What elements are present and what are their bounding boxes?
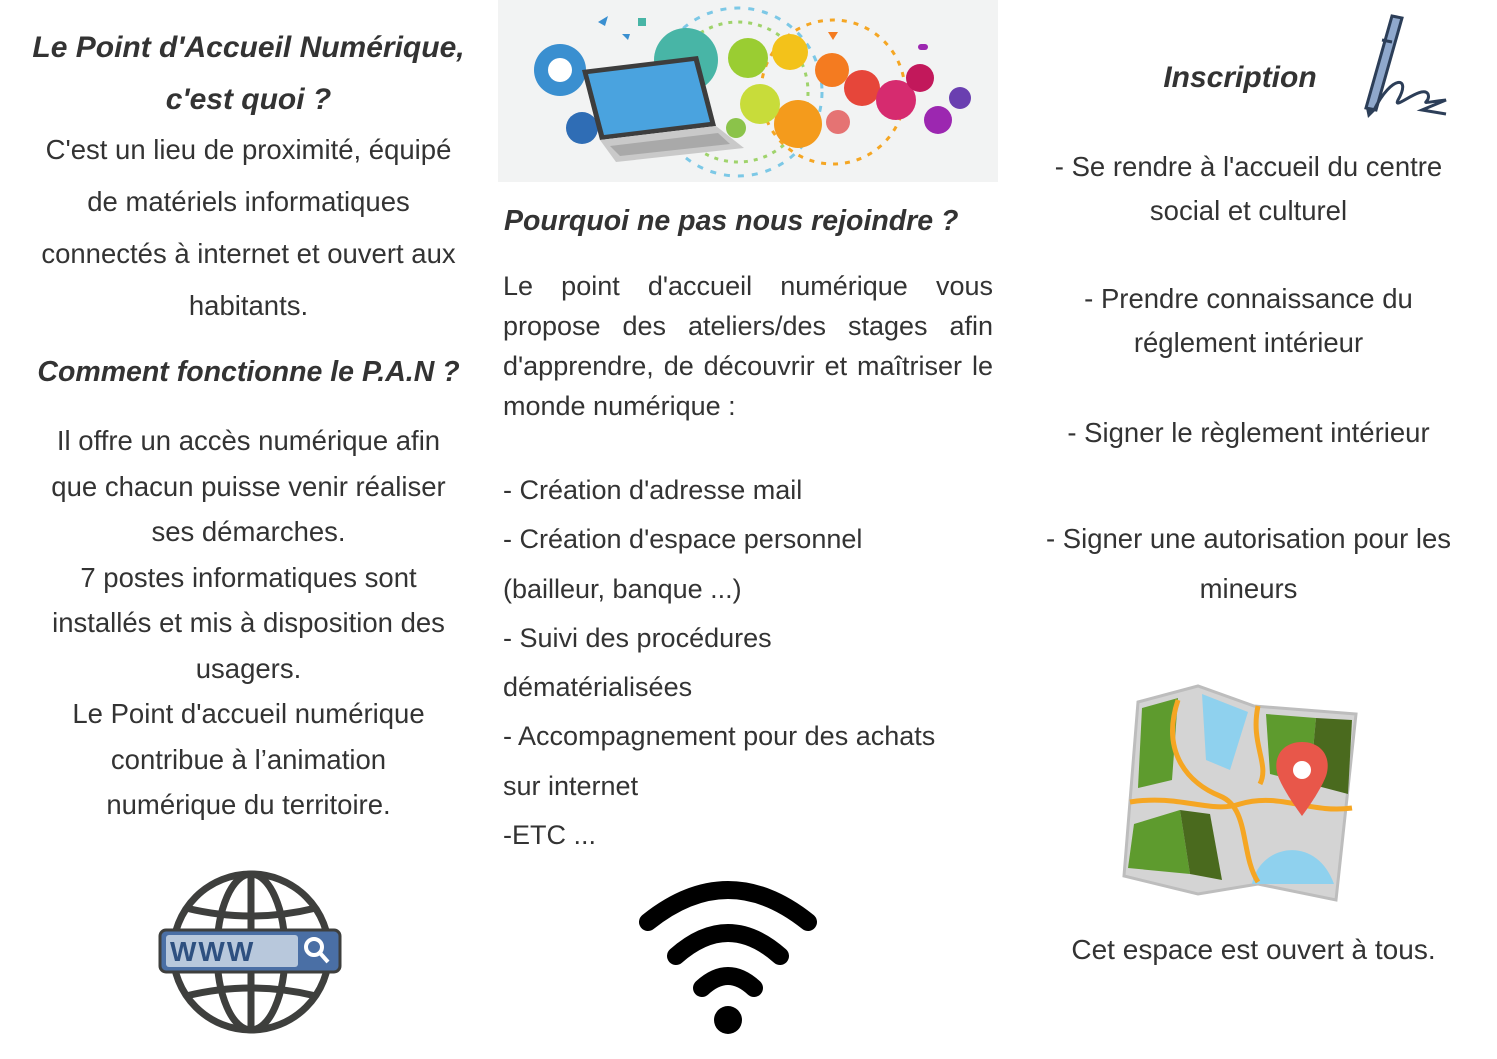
body-line: ses démarches.: [151, 516, 346, 547]
body-line: Il offre un accès numérique afin: [56, 425, 441, 456]
step-line: réglement intérieur: [1133, 327, 1364, 358]
pan-title: [0, 22, 497, 126]
list-item: - Création d'espace personnel: [503, 524, 863, 555]
intro-line: habitants.: [188, 290, 309, 321]
hero-illustration: [498, 0, 998, 182]
list-item: - Suivi des procédures: [503, 622, 772, 653]
body-line: Le Point d'accueil numérique: [72, 698, 425, 729]
body-line: installés et mis à disposition des: [52, 607, 445, 638]
pen-signature-icon: [1352, 14, 1452, 120]
body-line: que chacun puisse venir réaliser: [51, 470, 446, 502]
why-join-intro: Le point d'accueil numérique vous propose des ateliers/des stages afin d'apprendre, de découvrir et maîtriser le monde numérique :: [503, 271, 993, 421]
registration-heading: Inscription: [1163, 61, 1317, 94]
step-line: - Prendre connaissance du: [1084, 283, 1413, 314]
globe-www-search-icon: [156, 866, 344, 1038]
open-to-all-text: Cet espace est ouvert à tous.: [1071, 934, 1436, 965]
body-line: contribue à l’animation: [110, 743, 387, 775]
intro-line: connectés à internet et ouvert aux: [41, 238, 456, 269]
body-line: usagers.: [195, 652, 302, 684]
step-line: mineurs: [1199, 573, 1298, 604]
body-line: 7 postes informatiques sont: [80, 561, 417, 593]
list-item: (bailleur, banque ...): [503, 573, 742, 604]
map-pin-icon: [1120, 684, 1362, 906]
registration-step: [1000, 145, 1497, 233]
pan-intro: [0, 124, 497, 332]
list-item: dématérialisées: [503, 672, 693, 703]
registration-step: [1000, 277, 1497, 365]
registration-step: [1000, 514, 1497, 614]
body-line: numérique du territoire.: [106, 789, 391, 820]
list-item: - Création d'adresse mail: [503, 475, 803, 505]
list-item: sur internet: [503, 770, 639, 801]
list-item: - Accompagnement pour des achats: [503, 721, 936, 752]
laptop-digital-icons-illustration: [498, 0, 998, 182]
wifi-icon: [636, 880, 820, 1036]
how-it-works-heading: Comment fonctionne le P.A.N ?: [37, 356, 460, 388]
step-line: social et culturel: [1149, 195, 1348, 226]
list-item: -ETC ...: [503, 820, 596, 851]
www-label: WWW: [170, 936, 256, 967]
step-line: - Se rendre à l'accueil du centre: [1054, 151, 1443, 182]
step-line: - Signer le règlement intérieur: [1067, 417, 1430, 448]
why-join-heading: Pourquoi ne pas nous rejoindre ?: [504, 205, 959, 237]
intro-line: C'est un lieu de proximité, équipé: [45, 134, 452, 165]
step-line: - Signer une autorisation pour les: [1045, 523, 1452, 554]
title-line: c'est quoi ?: [165, 83, 332, 116]
intro-line: de matériels informatiques: [87, 186, 410, 217]
workshop-list: [503, 466, 997, 860]
registration-step: [1000, 411, 1497, 455]
title-line: Le Point d'Accueil Numérique,: [32, 31, 465, 64]
how-it-works-body: [0, 418, 497, 828]
